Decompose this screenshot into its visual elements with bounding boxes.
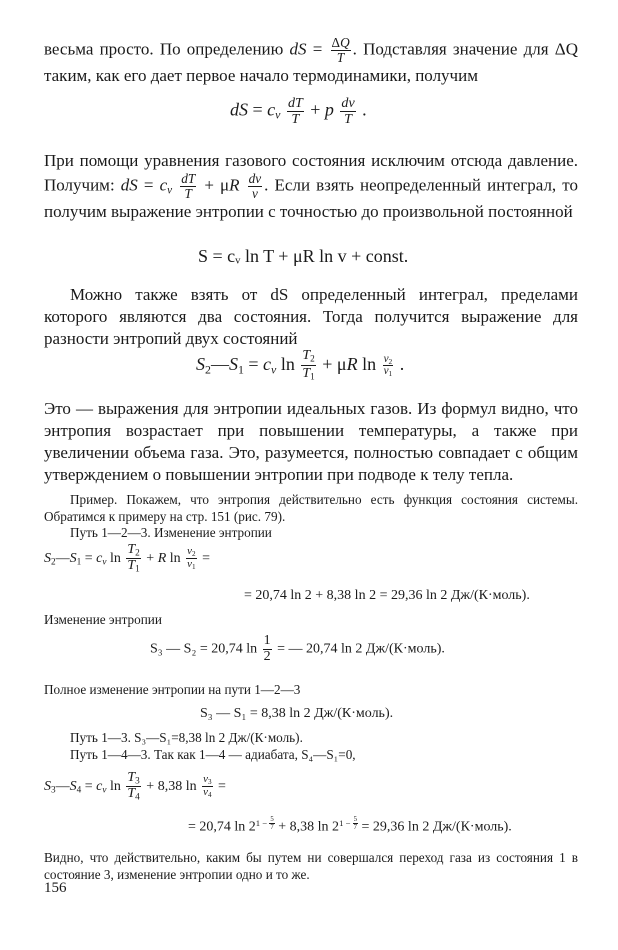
page-number: 156 [44, 880, 67, 896]
equation-s3-s2: S₃ — S₂ = 20,74 ln $\frac{1}{2}$ = — 20,74 ln 2 Дж/(К·моль). [150, 633, 445, 664]
equation-entropy-difference: $S_2—S_1 = c_v$ ln $\frac{T_2}{T_1}$ + μR ln $\frac{v_2}{v_1}$ . [196, 347, 405, 383]
total-label: Полное изменение энтропии на пути 1—2—3 [44, 682, 301, 697]
paragraph-2-tail: . Если взять неопределенный интеграл, то получим выражение энтропии с точностью до произвольной постоянной [44, 175, 578, 222]
equation-s3-s1: S₃ — S₁ = 8,38 ln 2 Дж/(К·моль). [200, 706, 394, 721]
equation-s3-s2-lead: S₃ — S₂ = 20,74 ln [150, 641, 258, 657]
example-block [44, 492, 578, 542]
path-143-label: Путь 1—4—3. Так как 1—4 — адиабата, S₄—S₁=0, [70, 746, 356, 762]
path-13-label: Путь 1—3. S₃—S₁=8,38 ln 2 Дж/(К·моль). [70, 730, 303, 745]
equation-path-123: $S_2—S_1 = c_v$ ln $\frac{T_2}{T_1}$ + R ln $\frac{v_2}{v_1}$ = [44, 542, 210, 574]
equation-path-143: $S_3—S_4 = c_v$ ln $\frac{T_3}{T_4}$ + 8,38 ln $\frac{v_3}{v_4}$ = [44, 770, 226, 802]
paragraph-4 [44, 398, 578, 486]
paths-block [44, 730, 578, 763]
change-block [44, 612, 578, 629]
paragraph-1: весьма просто. По определению dS = $\frac{\Delta Q}{T}$ . Подставляя значение для ΔQ таким, как его дает первое начало термодинамики, получим [44, 35, 578, 85]
equation-s3-s2-tail: = — 20,74 ln 2 Дж/(К·моль). [277, 641, 445, 657]
equation-path-143-result: = 20,74 $\ln 2^{1 - \frac{5}{7}}$ + 8,38 $\ln 2^{1 - \frac{5}{7}}$ = 29,36 ln 2 Дж/(К·моль). [188, 816, 512, 835]
equation-entropy-integral: S = cᵥ ln T + μR ln v + const. [198, 246, 409, 266]
equation-entropy-differential: dS = $c_v$ $\frac{dT}{T}$ + p $\frac{dv}{T}$ . [230, 95, 367, 127]
example-text: Пример. Покажем, что энтропия действительно есть функция состояния системы. Обратимся к примеру на стр. 151 (рис. 79). [44, 492, 578, 524]
paragraph-4-text: Это — выражения для энтропии идеальных газов. Из формул видно, что энтропия возрастает при повышении температуры, а также при увеличении объема газа. Это, разумеется, полностью совпадает с общим утверждением о повышении энтропии при подводе к телу тепла. [44, 399, 578, 484]
paragraph-1-lead: весьма просто. По определению [44, 39, 290, 59]
total-block [44, 682, 578, 699]
change-label: Изменение энтропии [44, 612, 162, 627]
equation-path-143-unit: = 29,36 ln 2 Дж/(К·моль). [361, 819, 512, 835]
paragraph-2-lead: При помощи уравнения газового состояния исключим отсюда давление. Получим: [44, 151, 578, 195]
conclusion-text: Видно, что действительно, каким бы путем ни совершался переход газа из состояния 1 в состояние 3, изменение энтропии одно и то же. [44, 850, 578, 882]
path-123-label: Путь 1—2—3. Изменение энтропии [70, 525, 272, 540]
paragraph-1-tail: . Подставляя значение для ΔQ таким, как его дает первое начало термодинамики, получим [44, 39, 578, 85]
conclusion-block [44, 850, 578, 883]
paragraph-2: При помощи уравнения газового состояния исключим отсюда давление. Получим: dS = $c_v$ $\frac{dT}{T}$ + μR $\frac{dv}{v}$ . Если взять неопределенный интеграл, то получим выражение энтропии с точностью до произвольной постоянной [44, 151, 578, 222]
paragraph-3 [44, 284, 578, 350]
equation-path-123-result: = 20,74 ln 2 + 8,38 ln 2 = 29,36 ln 2 Дж/(К·моль). [244, 588, 530, 603]
paragraph-3-text: Можно также взять от dS определенный интеграл, пределами которого являются два состояния. Тогда получится выражение для разности энтропий двух состояний [44, 285, 578, 348]
